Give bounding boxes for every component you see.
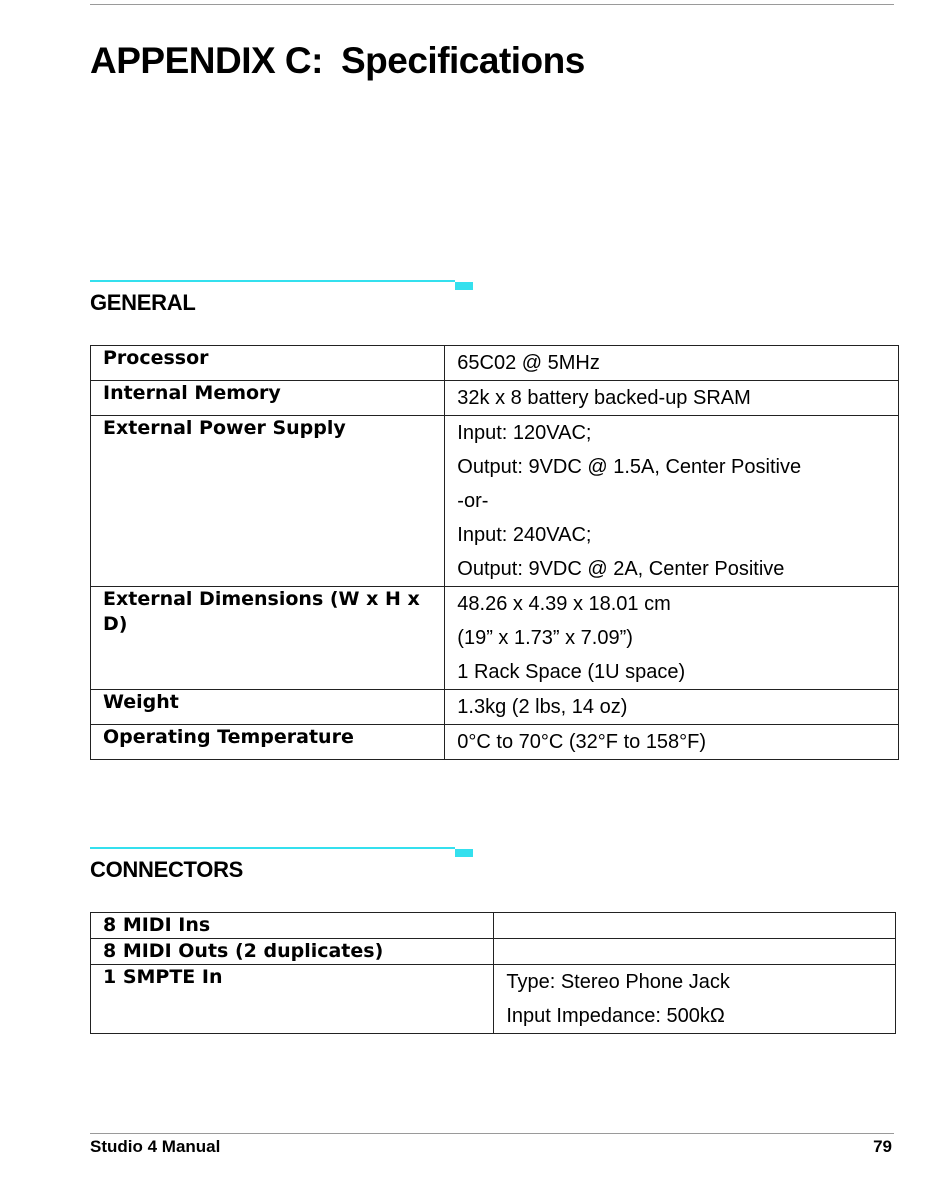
spec-label: 8 MIDI Outs (2 duplicates) <box>91 939 494 965</box>
spec-value-line: Output: 9VDC @ 1.5A, Center Positive <box>457 456 802 478</box>
connectors-section-tab <box>455 849 473 857</box>
general-section-rule <box>90 280 455 282</box>
spec-value-line: 32k x 8 battery backed-up SRAM <box>457 387 751 409</box>
table-row <box>91 346 899 381</box>
spec-label: External Power Supply <box>91 416 445 587</box>
table-row <box>91 587 899 690</box>
spec-label: Operating Temperature <box>91 725 445 760</box>
spec-value-line: -or- <box>457 490 489 512</box>
spec-value-line: (19” x 1.73” x 7.09”) <box>457 627 633 649</box>
appendix-name: Specifications <box>340 40 585 81</box>
spec-value-line: Input: 240VAC; <box>457 524 592 546</box>
spec-value <box>445 346 899 381</box>
general-spec-table <box>90 345 899 760</box>
spec-label: Weight <box>91 690 445 725</box>
spec-value-line: Type: Stereo Phone Jack <box>506 971 730 993</box>
spec-value <box>445 690 899 725</box>
spec-label: Internal Memory <box>91 381 445 416</box>
spec-label: Processor <box>91 346 445 381</box>
spec-value <box>494 913 896 939</box>
table-row <box>91 965 896 1034</box>
table-row <box>91 913 896 939</box>
table-row <box>91 939 896 965</box>
table-row <box>91 690 899 725</box>
page-title <box>90 40 585 82</box>
spec-value-line: 1.3kg (2 lbs, 14 oz) <box>457 696 628 718</box>
connectors-spec-table <box>90 912 896 1034</box>
footer-rule <box>90 1133 894 1134</box>
spec-value-line: 65C02 @ 5MHz <box>457 352 600 374</box>
page-number: 79 <box>873 1137 892 1156</box>
spec-value-line: Input Impedance: 500kΩ <box>506 1005 725 1027</box>
spec-value <box>445 725 899 760</box>
table-row <box>91 381 899 416</box>
appendix-label: APPENDIX C: <box>90 40 323 81</box>
spec-label: 8 MIDI Ins <box>91 913 494 939</box>
spec-value-line: 48.26 x 4.39 x 18.01 cm <box>457 593 671 615</box>
spec-value <box>494 939 896 965</box>
spec-label: 1 SMPTE In <box>91 965 494 1034</box>
spec-value-line: 1 Rack Space (1U space) <box>457 661 686 683</box>
header-rule <box>90 4 894 5</box>
manual-name: Studio 4 Manual <box>90 1137 221 1156</box>
connectors-section-rule <box>90 847 455 849</box>
spec-label: External Dimensions (W x H x D) <box>91 587 445 690</box>
table-row <box>91 725 899 760</box>
spec-value-line: Input: 120VAC; <box>457 422 592 444</box>
spec-value <box>445 381 899 416</box>
table-row <box>91 416 899 587</box>
spec-value-line: Output: 9VDC @ 2A, Center Positive <box>457 558 785 580</box>
spec-value-line: 0°C to 70°C (32°F to 158°F) <box>457 731 707 753</box>
spec-value <box>445 587 899 690</box>
spec-value <box>445 416 899 587</box>
general-heading: GENERAL <box>90 290 196 315</box>
general-section-tab <box>455 282 473 290</box>
spec-value <box>494 965 896 1034</box>
connectors-heading: CONNECTORS <box>90 857 244 882</box>
